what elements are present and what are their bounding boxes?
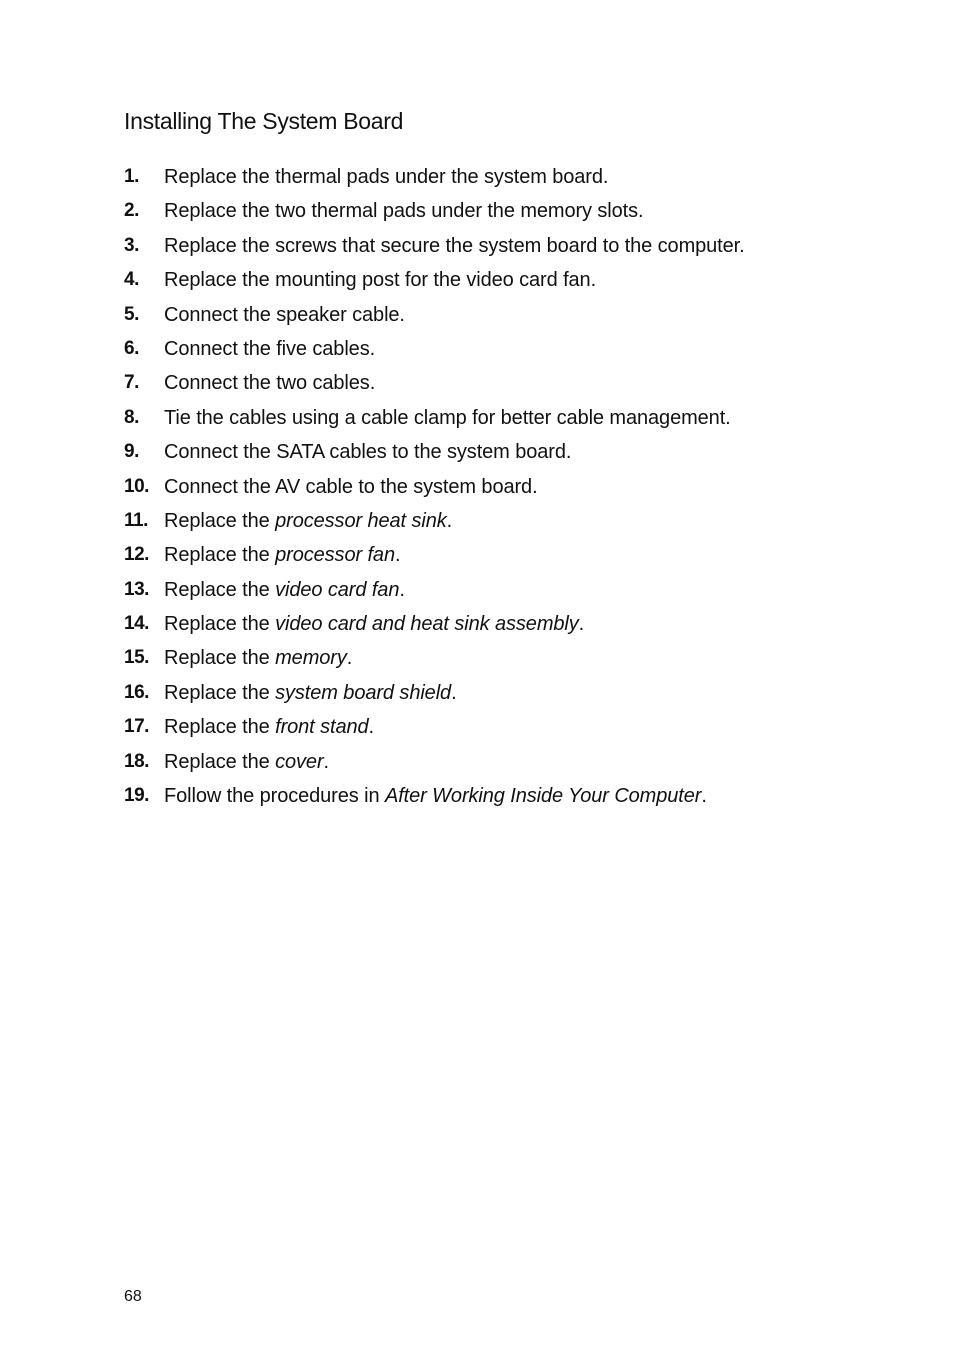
step-text: Replace the video card and heat sink assembly. xyxy=(164,613,585,636)
step-number: 7. xyxy=(124,372,139,394)
step-text: Connect the two cables. xyxy=(164,372,376,395)
step-text: Replace the system board shield. xyxy=(164,681,457,704)
step-number: 6. xyxy=(124,337,139,359)
step-reference: system board shield xyxy=(275,681,452,704)
step-reference: memory xyxy=(275,647,347,670)
step-number: 15. xyxy=(124,647,149,669)
step-text: Replace the thermal pads under the system board. xyxy=(164,166,609,188)
step-reference: video card and heat sink assembly xyxy=(275,613,579,636)
step-number: 4. xyxy=(124,269,139,291)
step-text: Replace the memory. xyxy=(164,647,353,670)
step-number: 13. xyxy=(124,578,149,600)
step-number: 2. xyxy=(124,200,139,222)
step-text: Replace the screws that secure the system board to the computer. xyxy=(164,234,745,257)
step-number: 1. xyxy=(124,166,139,187)
step-number: 9. xyxy=(124,441,139,463)
step-number: 19. xyxy=(124,785,149,807)
step-reference: video card fan xyxy=(275,578,400,601)
step-number: 12. xyxy=(124,544,149,566)
step-text: Tie the cables using a cable clamp for better cable management. xyxy=(164,406,731,429)
step-number: 5. xyxy=(124,303,139,325)
step-number: 11. xyxy=(124,509,148,531)
step-number: 14. xyxy=(124,613,149,635)
step-text: Replace the two thermal pads under the memory slots. xyxy=(164,200,644,223)
step-number: 18. xyxy=(124,750,149,772)
step-text: Follow the procedures in After Working Inside Your Computer. xyxy=(164,785,707,808)
step-text: Replace the front stand. xyxy=(164,716,374,739)
step-text: Replace the video card fan. xyxy=(164,578,405,601)
step-reference: processor heat sink xyxy=(275,509,447,532)
step-number: 16. xyxy=(124,681,149,703)
step-text: Connect the AV cable to the system board. xyxy=(164,475,538,498)
page-number: 68 xyxy=(124,1288,142,1305)
step-number: 17. xyxy=(124,716,149,738)
section-heading: Installing The System Board xyxy=(124,108,404,134)
step-reference: front stand xyxy=(275,716,369,739)
step-text: Replace the cover. xyxy=(164,750,329,773)
step-text: Connect the five cables. xyxy=(164,337,376,360)
step-reference: cover xyxy=(275,750,324,773)
step-number: 8. xyxy=(124,406,139,428)
step-reference: After Working Inside Your Computer xyxy=(384,785,702,808)
step-reference: processor fan xyxy=(275,544,395,567)
step-text: Connect the speaker cable. xyxy=(164,303,405,326)
step-text: Connect the SATA cables to the system board. xyxy=(164,441,572,464)
step-text: Replace the mounting post for the video card fan. xyxy=(164,269,597,292)
step-text: Replace the processor heat sink. xyxy=(164,509,453,532)
step-number: 3. xyxy=(124,234,139,256)
step-number: 10. xyxy=(124,475,149,497)
step-text: Replace the processor fan. xyxy=(164,544,401,567)
